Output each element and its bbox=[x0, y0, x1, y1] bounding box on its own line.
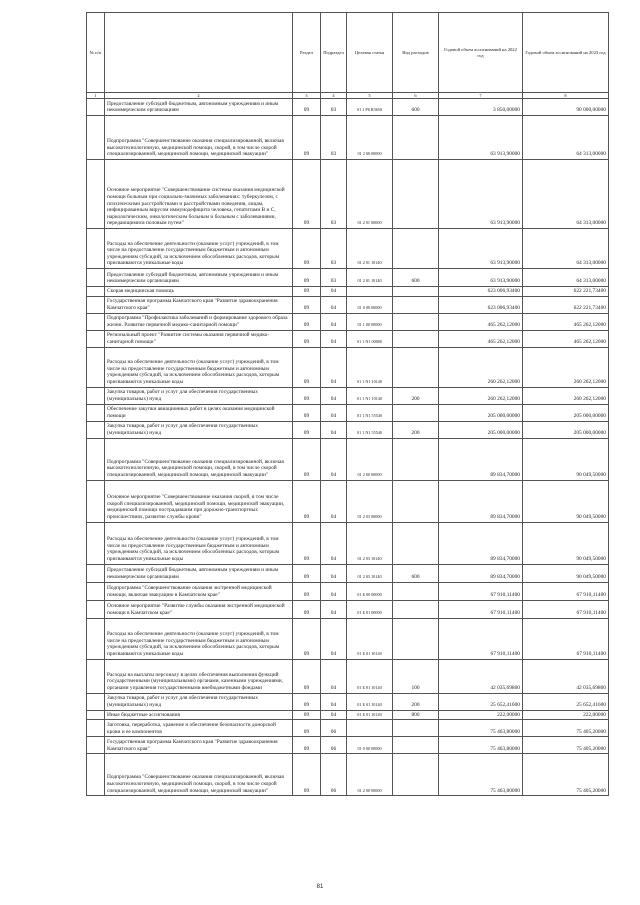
row-target-cell: 01 Б 01 10140 bbox=[347, 618, 393, 659]
row-name-cell: Основное мероприятие "Совершенствование системы оказания медицинской помощи больным при социально-значимых заболеваниях: туберкулезом, с психическими расстройствами и расстройствами поведения, лицам, инфицированным вирусом иммунодефицита человека, гепатитами В и С, наркологическим, онкологическим больным и больным с заболеваниями, передающимися половым путем" bbox=[105, 160, 293, 229]
row-num-cell bbox=[87, 710, 105, 720]
row-num-cell bbox=[87, 313, 105, 330]
colnum: 1 bbox=[87, 93, 105, 99]
row-target-cell bbox=[347, 287, 393, 297]
row-subsection-cell: 04 bbox=[321, 522, 347, 564]
row-target-cell: 01 Б 01 10140 bbox=[347, 693, 393, 710]
row-subsection-cell: 04 bbox=[321, 693, 347, 710]
row-subsection-cell: 04 bbox=[321, 296, 347, 313]
row-subsection-cell: 04 bbox=[321, 600, 347, 618]
row-subsection-cell: 04 bbox=[321, 421, 347, 438]
row-name-cell: Подпрограмма "Совершенствование оказания специализированной, включая высокотехнологичную, медицинской помощи, скорой, в том числе скорой специализированной, медицинской помощи, медицинской эвакуации" bbox=[105, 754, 293, 796]
row-2022-cell: 63 913,90000 bbox=[439, 160, 523, 229]
row-section-cell: 09 bbox=[293, 582, 321, 600]
row-section-cell: 09 bbox=[293, 480, 321, 522]
row-subsection-cell: 04 bbox=[321, 659, 347, 693]
header-name bbox=[105, 13, 293, 93]
row-name-cell: Расходы на обеспечение деятельности (оказание услуг) учреждений, в том числе на предоставление государственным бюджетным и автономным учреждениям субсидий, за исключением обособленных расходов, которым присваиваются уникальные коды bbox=[105, 229, 293, 269]
row-subsection-cell: 06 bbox=[321, 754, 347, 796]
row-name-cell: Подпрограмма "Совершенствование оказания специализированной, включая высокотехнологичную, медицинской помощи, скорой, в том числе скорой специализированной, медицинской помощи, медицинской эвакуации" bbox=[105, 438, 293, 480]
header-2023: Годовой объем ассигнований на 2023 год bbox=[523, 13, 609, 93]
row-subsection-cell: 04 bbox=[321, 438, 347, 480]
row-2022-cell: 89 834,70000 bbox=[439, 522, 523, 564]
row-target-cell: 01 1 Р6 R3650 bbox=[347, 99, 393, 116]
row-subsection-cell: 04 bbox=[321, 480, 347, 522]
row-name-cell: Закупка товаров, работ и услуг для обеспечения государственных (муниципальных) нужд bbox=[105, 421, 293, 438]
row-exptype-cell bbox=[393, 229, 439, 269]
table-row bbox=[87, 659, 609, 693]
row-2023-cell: 64 313,00000 bbox=[523, 116, 609, 160]
row-exptype-cell: 200 bbox=[393, 421, 439, 438]
table-row bbox=[87, 313, 609, 330]
row-name-cell: Предоставление субсидий бюджетным, автономным учреждениям и иным некоммерческим организациям bbox=[105, 564, 293, 582]
table-row bbox=[87, 480, 609, 522]
row-exptype-cell: 200 bbox=[393, 387, 439, 404]
table-row bbox=[87, 754, 609, 796]
table-row bbox=[87, 720, 609, 737]
row-section-cell: 09 bbox=[293, 347, 321, 387]
row-exptype-cell bbox=[393, 313, 439, 330]
row-target-cell: 01 1 00 00000 bbox=[347, 313, 393, 330]
row-2022-cell: 465 262,12000 bbox=[439, 330, 523, 347]
row-num-cell bbox=[87, 480, 105, 522]
row-exptype-cell: 600 bbox=[393, 99, 439, 116]
row-exptype-cell bbox=[393, 438, 439, 480]
row-2023-cell: 42 035,69800 bbox=[523, 659, 609, 693]
row-name-cell: Заготовка, переработка, хранение и обеспечение безопасности донорской крови и ее компонентов bbox=[105, 720, 293, 737]
row-name-cell: Региональный проект "Развитие системы оказания первичной медико-санитарной помощи" bbox=[105, 330, 293, 347]
row-section-cell: 09 bbox=[293, 618, 321, 659]
row-2023-cell: 622 221,73400 bbox=[523, 296, 609, 313]
row-num-cell bbox=[87, 438, 105, 480]
row-2022-cell: 3 850,00000 bbox=[439, 99, 523, 116]
row-2023-cell: 75 405,20000 bbox=[523, 720, 609, 737]
table-header bbox=[87, 13, 609, 93]
row-2023-cell: 64 313,00000 bbox=[523, 160, 609, 229]
row-2022-cell: 623 006,93400 bbox=[439, 287, 523, 297]
row-exptype-cell bbox=[393, 522, 439, 564]
row-2022-cell: 63 913,90000 bbox=[439, 116, 523, 160]
row-2023-cell: 67 910,11400 bbox=[523, 600, 609, 618]
row-subsection-cell: 03 bbox=[321, 160, 347, 229]
row-name-cell: Предоставление субсидий бюджетным, автономным учреждениям и иным некоммерческим организациям bbox=[105, 269, 293, 287]
row-2022-cell: 67 910,11400 bbox=[439, 582, 523, 600]
table-row bbox=[87, 116, 609, 160]
row-2022-cell: 67 910,11400 bbox=[439, 618, 523, 659]
row-2022-cell: 42 035,69800 bbox=[439, 659, 523, 693]
table-row bbox=[87, 404, 609, 421]
row-2023-cell: 260 262,12000 bbox=[523, 387, 609, 404]
row-section-cell: 09 bbox=[293, 693, 321, 710]
row-exptype-cell: 200 bbox=[393, 693, 439, 710]
row-target-cell: 01 2 01 00000 bbox=[347, 160, 393, 229]
row-subsection-cell: 06 bbox=[321, 737, 347, 754]
row-subsection-cell: 04 bbox=[321, 582, 347, 600]
row-section-cell: 09 bbox=[293, 600, 321, 618]
row-2022-cell: 75 463,80000 bbox=[439, 737, 523, 754]
row-subsection-cell: 04 bbox=[321, 313, 347, 330]
row-exptype-cell: 600 bbox=[393, 564, 439, 582]
row-target-cell: 01 Б 00 00000 bbox=[347, 582, 393, 600]
row-section-cell: 09 bbox=[293, 116, 321, 160]
row-section-cell: 09 bbox=[293, 160, 321, 229]
row-subsection-cell: 04 bbox=[321, 710, 347, 720]
row-target-cell: 01 2 00 00000 bbox=[347, 438, 393, 480]
budget-table bbox=[86, 12, 609, 796]
row-2023-cell: 67 910,11400 bbox=[523, 582, 609, 600]
row-subsection-cell: 03 bbox=[321, 99, 347, 116]
table-row bbox=[87, 438, 609, 480]
row-name-cell: Государственная программа Камчатского края "Развитие здравоохранения Камчатского края" bbox=[105, 296, 293, 313]
row-2022-cell: 75 463,80000 bbox=[439, 720, 523, 737]
row-exptype-cell bbox=[393, 287, 439, 297]
row-target-cell: 01 Б 01 00000 bbox=[347, 600, 393, 618]
row-2023-cell: 64 313,00000 bbox=[523, 229, 609, 269]
colnum: 8 bbox=[523, 93, 609, 99]
row-exptype-cell bbox=[393, 330, 439, 347]
row-exptype-cell bbox=[393, 737, 439, 754]
row-2023-cell: 465 262,12000 bbox=[523, 313, 609, 330]
row-2023-cell: 260 262,12000 bbox=[523, 347, 609, 387]
row-exptype-cell bbox=[393, 582, 439, 600]
row-2023-cell: 64 313,00000 bbox=[523, 269, 609, 287]
row-name-cell: Предоставление субсидий бюджетным, автономным учреждениям и иным некоммерческим организациям bbox=[105, 99, 293, 116]
header-section: Раздел bbox=[293, 13, 321, 93]
row-name-cell: Основное мероприятие "Развитие службы оказания экстренной медицинской помощи в Камчатском крае" bbox=[105, 600, 293, 618]
row-exptype-cell bbox=[393, 160, 439, 229]
row-target-cell: 01 1 N1 55540 bbox=[347, 404, 393, 421]
row-exptype-cell: 800 bbox=[393, 710, 439, 720]
row-2023-cell: 90 049,50000 bbox=[523, 564, 609, 582]
row-name-cell: Расходы на выплаты персоналу в целях обеспечения выполнения функций государственными (муниципальными) органами, казенными учреждениями, органами управления государственными внебюджетными фондами bbox=[105, 659, 293, 693]
row-num-cell bbox=[87, 564, 105, 582]
row-name-cell: Расходы на обеспечение деятельности (оказание услуг) учреждений, в том числе на предоставление государственным бюджетным и автономным учреждениям субсидий, за исключением обособленных расходов, которым присваиваются уникальные коды bbox=[105, 618, 293, 659]
row-num-cell bbox=[87, 693, 105, 710]
row-num-cell bbox=[87, 160, 105, 229]
row-target-cell: 01 1 N1 10140 bbox=[347, 387, 393, 404]
row-target-cell bbox=[347, 720, 393, 737]
row-section-cell: 09 bbox=[293, 287, 321, 297]
row-2023-cell: 25 652,41600 bbox=[523, 693, 609, 710]
row-subsection-cell: 04 bbox=[321, 347, 347, 387]
row-num-cell bbox=[87, 737, 105, 754]
row-subsection-cell: 04 bbox=[321, 618, 347, 659]
row-2022-cell: 623 006,93400 bbox=[439, 296, 523, 313]
row-exptype-cell bbox=[393, 754, 439, 796]
row-exptype-cell bbox=[393, 720, 439, 737]
row-2023-cell: 75 405,20000 bbox=[523, 754, 609, 796]
row-num-cell bbox=[87, 404, 105, 421]
table-row bbox=[87, 693, 609, 710]
row-target-cell: 01 2 03 00000 bbox=[347, 480, 393, 522]
row-section-cell: 09 bbox=[293, 99, 321, 116]
row-target-cell: 01 2 01 10140 bbox=[347, 229, 393, 269]
row-num-cell bbox=[87, 347, 105, 387]
row-num-cell bbox=[87, 659, 105, 693]
colnum: 7 bbox=[439, 93, 523, 99]
table-row bbox=[87, 710, 609, 720]
row-2022-cell: 89 834,70000 bbox=[439, 438, 523, 480]
row-2023-cell: 67 910,11400 bbox=[523, 618, 609, 659]
row-name-cell: Подпрограмма "Совершенствование оказания специализированной, включая высокотехнологичную, медицинской помощи, скорой, в том числе скорой специализированной, медицинской помощи, медицинской эвакуации" bbox=[105, 116, 293, 160]
table-row bbox=[87, 564, 609, 582]
row-subsection-cell: 04 bbox=[321, 387, 347, 404]
row-name-cell: Основное мероприятие "Совершенствование оказания скорой, в том числе скорой специализированной, медицинской помощи, медицинской эвакуации, медицинской помощи пострадавшим при дорожно-транспортных происшествиях, развитие службы крови" bbox=[105, 480, 293, 522]
row-name-cell: Закупка товаров, работ и услуг для обеспечения государственных (муниципальных) нужд bbox=[105, 387, 293, 404]
row-2023-cell: 222,00000 bbox=[523, 710, 609, 720]
table-row bbox=[87, 421, 609, 438]
row-exptype-cell bbox=[393, 404, 439, 421]
colnum: 5 bbox=[347, 93, 393, 99]
row-section-cell: 09 bbox=[293, 229, 321, 269]
row-num-cell bbox=[87, 269, 105, 287]
row-name-cell: Расходы на обеспечение деятельности (оказание услуг) учреждений, в том числе на предоставление государственным бюджетным и автономным учреждениям субсидий, за исключением обособленных расходов, которым присваиваются уникальные коды bbox=[105, 347, 293, 387]
row-num-cell bbox=[87, 330, 105, 347]
colnum: 4 bbox=[321, 93, 347, 99]
table-row bbox=[87, 737, 609, 754]
row-section-cell: 09 bbox=[293, 330, 321, 347]
table-row bbox=[87, 618, 609, 659]
table-row bbox=[87, 330, 609, 347]
row-target-cell: 01 2 00 00000 bbox=[347, 754, 393, 796]
table-row bbox=[87, 287, 609, 297]
table-row bbox=[87, 296, 609, 313]
row-num-cell bbox=[87, 600, 105, 618]
row-target-cell: 01 1 N1 10140 bbox=[347, 347, 393, 387]
row-name-cell: Скорая медицинская помощь bbox=[105, 287, 293, 297]
row-exptype-cell: 100 bbox=[393, 659, 439, 693]
row-subsection-cell: 04 bbox=[321, 287, 347, 297]
row-subsection-cell: 04 bbox=[321, 404, 347, 421]
row-section-cell: 09 bbox=[293, 754, 321, 796]
row-num-cell bbox=[87, 720, 105, 737]
row-section-cell: 09 bbox=[293, 659, 321, 693]
row-2023-cell: 622 221,73400 bbox=[523, 287, 609, 297]
row-exptype-cell: 600 bbox=[393, 269, 439, 287]
table-row bbox=[87, 160, 609, 229]
row-2023-cell: 90 049,50000 bbox=[523, 522, 609, 564]
page-number: 81 bbox=[316, 884, 324, 890]
row-exptype-cell bbox=[393, 600, 439, 618]
row-section-cell: 09 bbox=[293, 296, 321, 313]
row-subsection-cell: 03 bbox=[321, 269, 347, 287]
colnum: 6 bbox=[393, 93, 439, 99]
header-target: Целевая статья bbox=[347, 13, 393, 93]
row-2023-cell: 90 049,50000 bbox=[523, 438, 609, 480]
row-target-cell: 01 2 03 10140 bbox=[347, 564, 393, 582]
row-2023-cell: 465 262,12000 bbox=[523, 330, 609, 347]
row-2022-cell: 75 463,80000 bbox=[439, 754, 523, 796]
row-num-cell bbox=[87, 116, 105, 160]
table-row bbox=[87, 387, 609, 404]
header-num: № п/п bbox=[87, 13, 105, 93]
row-section-cell: 09 bbox=[293, 522, 321, 564]
row-exptype-cell bbox=[393, 618, 439, 659]
row-name-cell: Подпрограмма "Совершенствование оказания экстренной медицинской помощи, включая эвакуацию в Камчатском крае" bbox=[105, 582, 293, 600]
row-section-cell: 09 bbox=[293, 404, 321, 421]
row-target-cell: 01 2 01 10140 bbox=[347, 269, 393, 287]
header-2022: Годовой объем ассигнований на 2022 год bbox=[439, 13, 523, 93]
row-2022-cell: 260 262,12000 bbox=[439, 387, 523, 404]
row-num-cell bbox=[87, 618, 105, 659]
table-row bbox=[87, 600, 609, 618]
row-section-cell: 09 bbox=[293, 720, 321, 737]
row-target-cell: 01 1 N1 55540 bbox=[347, 421, 393, 438]
row-subsection-cell: 06 bbox=[321, 720, 347, 737]
colnum: 3 bbox=[293, 93, 321, 99]
row-section-cell: 09 bbox=[293, 710, 321, 720]
row-target-cell: 01 2 00 00000 bbox=[347, 116, 393, 160]
row-name-cell: Подпрограмма "Профилактика заболеваний и формирование здорового образа жизни. Развитие первичной медико-санитарной помощи" bbox=[105, 313, 293, 330]
table-row bbox=[87, 582, 609, 600]
row-name-cell: Обеспечение закупки авиационных работ в целях оказания медицинской помощи bbox=[105, 404, 293, 421]
row-name-cell: Иные бюджетные ассигнования bbox=[105, 710, 293, 720]
row-num-cell bbox=[87, 387, 105, 404]
row-section-cell: 09 bbox=[293, 737, 321, 754]
row-2023-cell: 90 000,00000 bbox=[523, 99, 609, 116]
row-2022-cell: 222,00000 bbox=[439, 710, 523, 720]
row-2022-cell: 63 913,90000 bbox=[439, 229, 523, 269]
colnum: 2 bbox=[105, 93, 293, 99]
header-subsection: Подраздел bbox=[321, 13, 347, 93]
row-num-cell bbox=[87, 421, 105, 438]
row-num-cell bbox=[87, 522, 105, 564]
row-2022-cell: 205 000,00000 bbox=[439, 421, 523, 438]
row-num-cell bbox=[87, 582, 105, 600]
row-subsection-cell: 03 bbox=[321, 229, 347, 269]
row-2022-cell: 63 913,90000 bbox=[439, 269, 523, 287]
table-row bbox=[87, 99, 609, 116]
row-target-cell: 01 1 N1 00000 bbox=[347, 330, 393, 347]
row-2022-cell: 465 262,12000 bbox=[439, 313, 523, 330]
row-num-cell bbox=[87, 287, 105, 297]
row-section-cell: 09 bbox=[293, 438, 321, 480]
row-subsection-cell: 03 bbox=[321, 116, 347, 160]
row-exptype-cell bbox=[393, 480, 439, 522]
row-subsection-cell: 04 bbox=[321, 564, 347, 582]
row-section-cell: 09 bbox=[293, 421, 321, 438]
header-exptype: Вид расходов bbox=[393, 13, 439, 93]
row-exptype-cell bbox=[393, 347, 439, 387]
table-row bbox=[87, 522, 609, 564]
row-section-cell: 09 bbox=[293, 564, 321, 582]
row-exptype-cell bbox=[393, 116, 439, 160]
table-row bbox=[87, 229, 609, 269]
table-row bbox=[87, 269, 609, 287]
row-2023-cell: 90 049,50000 bbox=[523, 480, 609, 522]
row-2022-cell: 260 262,12000 bbox=[439, 347, 523, 387]
row-2023-cell: 75 405,20000 bbox=[523, 737, 609, 754]
row-target-cell: 01 2 03 10140 bbox=[347, 522, 393, 564]
row-section-cell: 09 bbox=[293, 269, 321, 287]
row-num-cell bbox=[87, 754, 105, 796]
row-2022-cell: 67 910,11400 bbox=[439, 600, 523, 618]
row-target-cell: 01 0 00 00000 bbox=[347, 737, 393, 754]
row-section-cell: 09 bbox=[293, 387, 321, 404]
row-name-cell: Расходы на обеспечение деятельности (оказание услуг) учреждений, в том числе на предоставление государственным бюджетным и автономным учреждениям субсидий, за исключением обособленных расходов, которым присваиваются уникальные коды bbox=[105, 522, 293, 564]
row-num-cell bbox=[87, 296, 105, 313]
row-target-cell: 01 Б 01 10140 bbox=[347, 659, 393, 693]
row-2022-cell: 89 834,70000 bbox=[439, 480, 523, 522]
row-name-cell: Государственная программа Камчатского края "Развитие здравоохранения Камчатского края" bbox=[105, 737, 293, 754]
row-exptype-cell bbox=[393, 296, 439, 313]
row-target-cell: 01 Б 01 10140 bbox=[347, 710, 393, 720]
row-subsection-cell: 04 bbox=[321, 330, 347, 347]
row-2022-cell: 205 000,00000 bbox=[439, 404, 523, 421]
row-num-cell bbox=[87, 99, 105, 116]
row-2022-cell: 25 652,41600 bbox=[439, 693, 523, 710]
row-section-cell: 09 bbox=[293, 313, 321, 330]
row-2023-cell: 205 000,00000 bbox=[523, 421, 609, 438]
row-2022-cell: 89 834,70000 bbox=[439, 564, 523, 582]
row-target-cell: 01 0 00 00000 bbox=[347, 296, 393, 313]
row-2023-cell: 205 000,00000 bbox=[523, 404, 609, 421]
table-row bbox=[87, 347, 609, 387]
row-num-cell bbox=[87, 229, 105, 269]
row-name-cell: Закупка товаров, работ и услуг для обеспечения государственных (муниципальных) нужд bbox=[105, 693, 293, 710]
